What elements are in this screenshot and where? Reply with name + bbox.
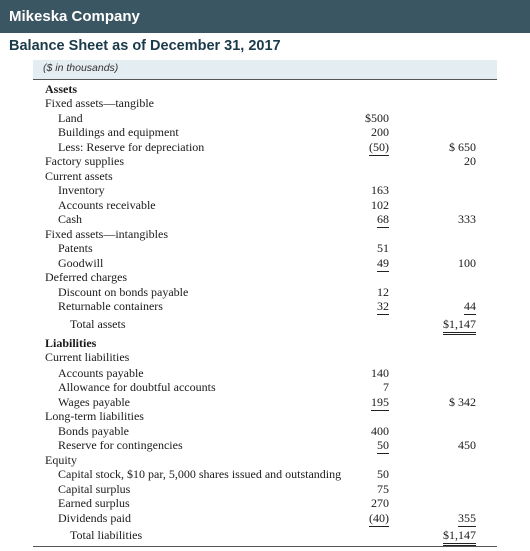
row-label: Accounts receivable (58, 198, 156, 212)
amount-detail: 68 (377, 212, 389, 226)
row-label: Wages payable (58, 395, 130, 409)
amount-total: 355 (458, 511, 476, 525)
table-row (0, 82, 530, 97)
page-title: Balance Sheet as of December 31, 2017 (9, 38, 281, 54)
row-label: Fixed assets—tangible (45, 96, 154, 110)
table-row (0, 350, 530, 365)
table-row (0, 317, 530, 332)
amount-detail: 75 (377, 482, 389, 496)
units-label: ($ in thousands) (43, 62, 119, 74)
table-row (0, 111, 530, 126)
table-row (0, 212, 530, 227)
table-row (0, 198, 530, 213)
amount-total: $1,147 (443, 528, 476, 546)
row-label: Dividends paid (58, 511, 131, 525)
table-row (0, 467, 530, 482)
table-row (0, 125, 530, 140)
row-label: Total assets (70, 317, 126, 331)
amount-total: 333 (458, 212, 476, 226)
table-top-rule (33, 79, 497, 80)
row-label: Allowance for doubtful accounts (58, 380, 216, 394)
table-row (0, 241, 530, 256)
table-row (0, 395, 530, 410)
row-label: Land (58, 111, 83, 125)
company-header: Mikeska Company (0, 0, 530, 33)
amount-total: 100 (458, 256, 476, 270)
table-row (0, 409, 530, 424)
amount-detail: 49 (377, 256, 389, 270)
table-row (0, 227, 530, 242)
table-row (0, 366, 530, 381)
amount-total: 44 (464, 299, 476, 313)
row-label: Assets (45, 82, 77, 96)
table-row (0, 183, 530, 198)
row-label: Goodwill (58, 256, 104, 270)
amount-detail: (40) (369, 511, 389, 525)
amount-detail: $500 (365, 111, 389, 125)
row-label: Buildings and equipment (58, 125, 179, 139)
amount-detail: 32 (377, 299, 389, 313)
table-row (0, 380, 530, 395)
table-row (0, 169, 530, 184)
amount-detail: 270 (371, 496, 389, 510)
row-label: Discount on bonds payable (58, 285, 189, 299)
amount-total: $ 342 (449, 395, 476, 409)
row-label: Current assets (45, 169, 113, 183)
row-label: Fixed assets—intangibles (45, 227, 168, 241)
table-bottom-rule (33, 546, 497, 547)
amount-total: $1,147 (443, 317, 476, 335)
row-label: Capital stock, $10 par, 5,000 shares issued and outstanding (58, 467, 342, 481)
table-row (0, 285, 530, 300)
amount-detail: 50 (377, 438, 389, 452)
table-row (0, 438, 530, 453)
row-label: Factory supplies (45, 154, 124, 168)
table-row (0, 256, 530, 271)
row-label: Total liabilities (70, 528, 143, 542)
table-row (0, 299, 530, 314)
row-label: Returnable containers (58, 299, 163, 313)
amount-detail: 163 (371, 183, 389, 197)
table-row (0, 496, 530, 511)
amount-total: 20 (464, 154, 476, 168)
table-row (0, 336, 530, 351)
amount-detail: 400 (371, 424, 389, 438)
table-row (0, 96, 530, 111)
row-label: Long-term liabilities (45, 409, 144, 423)
row-label: Deferred charges (45, 270, 128, 284)
table-row (0, 453, 530, 468)
table-row (0, 528, 530, 543)
amount-detail: 50 (377, 467, 389, 481)
table-row (0, 482, 530, 497)
amount-detail: 200 (371, 125, 389, 139)
amount-detail: 102 (371, 198, 389, 212)
amount-detail: 51 (377, 241, 389, 255)
row-label: Liabilities (45, 336, 97, 350)
row-label: Current liabilities (45, 350, 130, 364)
amount-total: 450 (458, 438, 476, 452)
row-label: Equity (45, 453, 77, 467)
row-label: Patents (58, 241, 93, 255)
amount-total: $ 650 (449, 140, 476, 154)
row-label: Capital surplus (58, 482, 131, 496)
amount-detail: 140 (371, 366, 389, 380)
table-row (0, 140, 530, 155)
row-label: Bonds payable (58, 424, 129, 438)
amount-detail: 195 (371, 395, 389, 409)
table-row (0, 270, 530, 285)
row-label: Inventory (58, 183, 105, 197)
row-label: Accounts payable (58, 366, 144, 380)
table-row (0, 154, 530, 169)
row-label: Earned surplus (58, 496, 130, 510)
amount-detail: 7 (383, 380, 389, 394)
table-row (0, 511, 530, 526)
amount-detail: 12 (377, 285, 389, 299)
row-label: Less: Reserve for depreciation (58, 140, 205, 154)
amount-detail: (50) (369, 140, 389, 154)
table-row (0, 424, 530, 439)
row-label: Cash (58, 212, 82, 226)
row-label: Reserve for contingencies (58, 438, 183, 452)
